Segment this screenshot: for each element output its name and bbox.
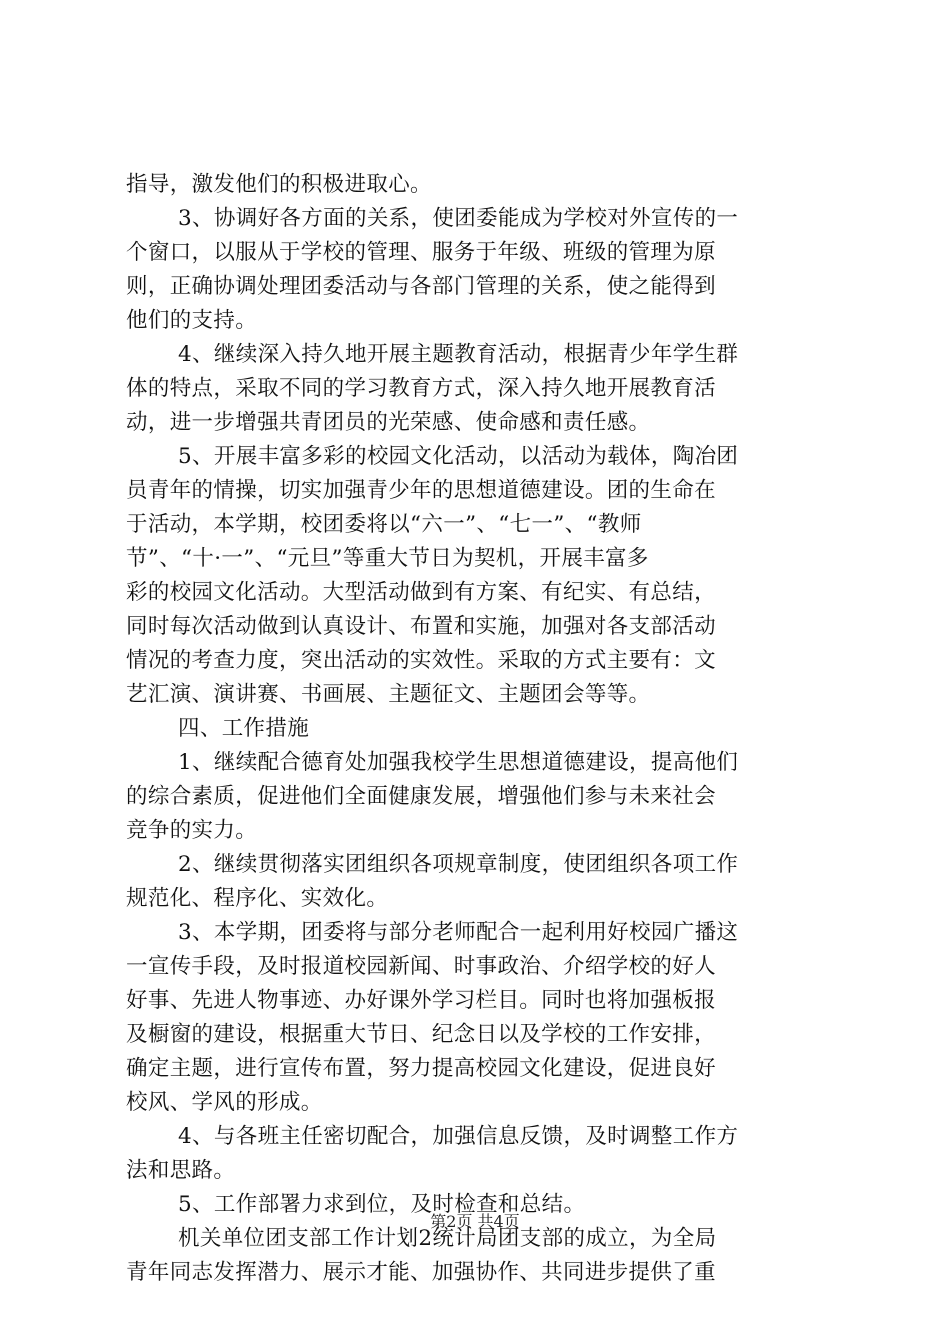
text-line: 指导，激发他们的积极进取心。 [126,172,432,197]
text-line: 及橱窗的建设，根据重大节日、纪念日以及学校的工作安排， [126,1022,716,1047]
text-line: 2、继续贯彻落实团组织各项规章制度，使团组织各项工作 [178,852,739,877]
text-line: 则，正确协调处理团委活动与各部门管理的关系，使之能得到 [126,274,716,299]
text-line: 4、继续深入持久地开展主题教育活动，根据青少年学生群 [178,342,739,367]
text-line: 情况的考查力度，突出活动的实效性。采取的方式主要有：文 [126,648,716,673]
text-line: 规范化、程序化、实效化。 [126,886,389,911]
text-line: 3、本学期，团委将与部分老师配合一起利用好校园广播这 [178,920,739,945]
text-line: 于活动，本学期，校团委将以“六一”、“七一”、“教师 [126,512,642,537]
page-footer: 第2页 共4页 [430,1212,520,1231]
text-line: 1、继续配合德育处加强我校学生思想道德建设，提高他们 [178,750,739,775]
text-line: 体的特点，采取不同的学习教育方式，深入持久地开展教育活 [126,376,716,401]
text-line: 的综合素质，促进他们全面健康发展，增强他们参与未来社会 [126,784,716,809]
text-line: 好事、先进人物事迹、办好课外学习栏目。同时也将加强板报 [126,988,716,1013]
text-line: 同时每次活动做到认真设计、布置和实施，加强对各支部活动 [126,614,716,639]
text-line: 3、协调好各方面的关系，使团委能成为学校对外宣传的一 [178,206,739,231]
text-line: 员青年的情操，切实加强青少年的思想道德建设。团的生命在 [126,478,716,503]
text-line: 一宣传手段，及时报道校园新闻、时事政治、介绍学校的好人 [126,954,716,979]
text-line: 青年同志发挥潜力、展示才能、加强协作、共同进步提供了重 [126,1260,716,1285]
text-line: 竞争的实力。 [126,818,258,843]
text-line: 校风、学风的形成。 [126,1090,323,1115]
text-line: 5、工作部署力求到位，及时检查和总结。 [178,1192,586,1217]
text-line: 他们的支持。 [126,308,258,333]
document-body [126,168,826,1290]
text-line: 节”、“十·一”、“元旦”等重大节日为契机，开展丰富多 [126,546,649,571]
text-line: 确定主题，进行宣传布置，努力提高校园文化建设，促进良好 [126,1056,716,1081]
text-line: 艺汇演、演讲赛、书画展、主题征文、主题团会等等。 [126,682,651,707]
text-line: 法和思路。 [126,1158,236,1183]
text-line: 彩的校园文化活动。大型活动做到有方案、有纪实、有总结， [126,580,716,605]
text-line: 四、工作措施 [178,716,310,741]
text-line: 机关单位团支部工作计划2统计局团支部的成立，为全局 [178,1226,717,1251]
text-line: 4、与各班主任密切配合，加强信息反馈，及时调整工作方 [178,1124,739,1149]
text-line: 个窗口，以服从于学校的管理、服务于年级、班级的管理为原 [126,240,716,265]
text-line: 动，进一步增强共青团员的光荣感、使命感和责任感。 [126,410,651,435]
text-line: 5、开展丰富多彩的校园文化活动，以活动为载体，陶冶团 [178,444,739,469]
